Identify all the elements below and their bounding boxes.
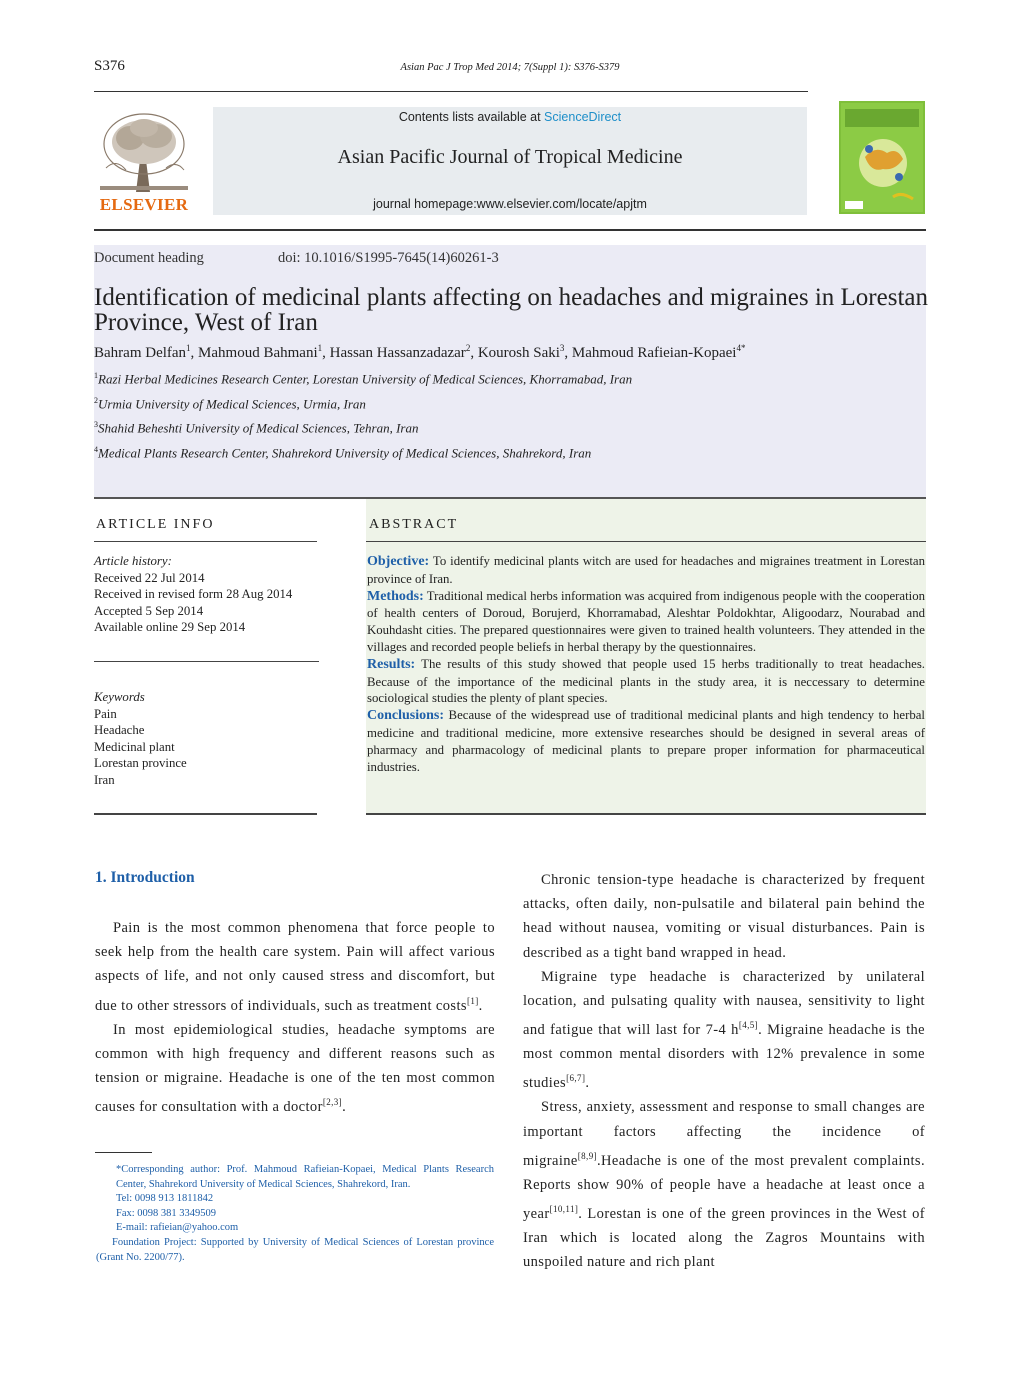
citation[interactable]: [6,7] [566,1073,586,1084]
paragraph-end: . [585,1075,590,1092]
history-label: Article history: [94,554,172,568]
keywords-label: Keywords [94,690,145,704]
paragraph-text: Stress, anxiety, assessment and response to small changes are important factors affecting the incidence of migraine [523,1099,925,1169]
corresponding-author: *Corresponding author: Prof. Mahmoud Rafieian-Kopaei, Medical Plants Research Center, Shahrekord University of Medical Sciences, Shahrekord, Iran. [116,1164,494,1190]
author-sup: 1 [186,343,191,353]
conclusions-label: Conclusions: [367,708,445,724]
affiliation-text: Razi Herbal Medicines Research Center, Lorestan University of Medical Sciences, Khorramabad, Iran [98,371,633,387]
affiliation [94,396,366,412]
author-sup: 2 [465,343,471,353]
body-paragraph: Chronic tension-type headache is characterized by frequent attacks, often daily, non-pulsatile and bilateral pain behind the head without nausea, vomiting or visual disturbances. Pain is described as a tight band wrapped in head. [523,872,925,961]
elsevier-wordmark: ELSEVIER [99,195,189,214]
citation[interactable]: [10,11] [549,1204,579,1215]
article-info-rule [94,541,317,542]
contents-prefix: Contents lists available at [398,110,545,124]
affiliation [94,371,632,387]
masthead-rule [94,229,926,231]
citation[interactable]: [4,5] [738,1020,759,1031]
body-paragraph [523,965,925,1096]
affiliation-sup: 2 [94,396,98,405]
abstract-results [367,656,925,707]
results-text: The results of this study showed that people used 15 herbs traditionally to treat headaches. Because of the importance of the medicinal plants in the study area, it is neccessary to determine sociological studies the plenty of plant species. [367,656,925,706]
document-heading: Document heading [94,250,204,266]
running-head: Asian Pac J Trop Med 2014; 7(Suppl 1): S376-S379 [400,62,620,73]
history-item: Received in revised form 28 Aug 2014 [94,587,293,602]
paragraph-text: Migraine type headache is characterized by unilateral location, and pulsating quality with nausea, sensitivity to light and fatigue that will last for 7-4 h [523,968,925,1039]
affiliation-text: Medical Plants Research Center, Shahrekord University of Medical Sciences, Shahrekord, Iran [98,445,592,461]
keyword: Pain [94,706,117,721]
affiliation-sup: 1 [94,371,98,380]
sciencedirect-link[interactable]: ScienceDirect [544,110,622,124]
author-name: Hassan Hassanzadazar [329,345,466,361]
body-right-column [523,868,925,1275]
author-name: Kourosh Saki [477,345,560,361]
article-info-heading: ARTICLE INFO [96,517,215,532]
abstract-methods [367,588,925,656]
keyword: Iran [94,772,115,787]
header-rule [94,91,808,92]
abstract-bottom-rule [366,813,926,815]
paragraph-end: . [342,1099,347,1116]
page-number: S376 [94,58,125,74]
section-heading-introduction: 1. Introduction [95,869,195,886]
methods-text: Traditional medical herbs information was acquired from indigenous people with the cooperation of health centers of Doroud, Borujerd, Khorramabad, Aleshtar Poldokhtar, Aligoodarz, Nourabad and Kouhdasht cities. The prepared questionnaires were given to trained health volunteers. They attended in the villages and recorded people beliefs in herbal therapy by the questionnaires. [367,588,926,654]
methods-label: Methods: [367,588,424,604]
article-title: Identification of medicinal plants affecting on headaches and migraines in Lorestan Province, West of Iran [94,284,928,336]
author-sup: 4* [736,343,746,353]
affiliation-text: Shahid Beheshti University of Medical Sciences, Tehran, Iran [98,420,419,436]
affiliation-text: Urmia University of Medical Sciences, Urmia, Iran [98,396,366,412]
journal-homepage[interactable]: journal homepage:www.elsevier.com/locate/apjtm [373,197,647,211]
footnote-tel: Tel: 0098 913 1811842 [116,1193,214,1205]
footnote-rule [95,1152,152,1153]
affiliation [94,420,419,436]
doi[interactable]: doi: 10.1016/S1995-7645(14)60261-3 [278,250,499,266]
footnote [96,1163,494,1265]
objective-label: Objective: [367,554,430,569]
article-history [94,553,292,636]
abstract-heading: ABSTRACT [369,517,459,532]
paragraph-text: .Headache is one of the most prevalent complaints. Reports show 90% of people have a headache at least once a year [523,1152,925,1222]
affiliation [94,445,591,461]
history-item: Available online 29 Sep 2014 [94,620,246,635]
affiliation-sup: 4 [94,445,98,454]
body-left-column [95,916,495,1119]
affiliation-sup: 3 [94,420,98,429]
conclusions-text: Because of the widespread use of traditional medicinal plants and high tendency to herbal medicine and traditional medicine, more extensive researches should be designed in several areas of pharmacy and pharmacology of medicinal plants to prepare proper information for pharmaceutical industries. [367,708,925,774]
author-list: Bahram Delfan$^1$, Mahmoud Bahmani$^1$, Hassan Hassanzadazar$^2$, Kourosh Saki$^3$, Mahmoud Rafieian-Kopaei$^{4*}$ [94,343,746,361]
abstract-body [367,553,925,775]
abstract-objective [367,553,925,588]
body-paragraph [95,916,495,1018]
paragraph-end: . [478,997,483,1014]
footnote-email[interactable]: E-mail: rafieian@yahoo.com [116,1222,239,1234]
paragraph-text: In most epidemiological studies, headache symptoms are common with high frequency and different reasons such as tension or migraine. Headache is one of the ten most common causes for consultation with a doctor [95,1021,495,1116]
paragraph-text: Pain is the most common phenomena that force people to seek help from the health care system. Pain will affect various aspects of life, and not only caused stress and discomfort, but due to other stressors of individuals, such as treatment costs [95,920,495,1014]
journal-cover-thumbnail [839,101,925,214]
keyword: Headache [94,723,145,738]
contents-line [213,110,807,124]
objective-text: To identify medicinal plants witch are used for headaches and migraines treatment in Lorestan province of Iran. [367,554,926,586]
abstract-rule [366,541,926,542]
citation[interactable]: [8,9] [577,1150,597,1161]
history-item: Accepted 5 Sep 2014 [94,603,204,618]
abstract-conclusions [367,707,925,775]
author-name: Mahmoud Rafieian-Kopaei [571,345,737,361]
author-name: Bahram Delfan [94,345,187,361]
keywords-block [94,689,187,789]
body-paragraph [95,1018,495,1120]
author-sup: 3 [559,343,565,353]
article-info-rule [94,661,319,662]
author-sup: 1 [317,343,323,353]
citation[interactable]: [2,3] [322,1097,343,1108]
body-paragraph [523,1095,925,1274]
footnote-funding: Foundation Project: Supported by University of Medical Sciences of Lorestan province (Grant No. 2200/77). [96,1236,494,1263]
paragraph-text: . Migraine headache is the most common mental disorders with 12% prevalence in some studies [523,1022,926,1092]
author-name: Mahmoud Bahmani [198,345,318,361]
article-info-bottom-rule [94,813,317,815]
citation[interactable]: [1] [466,995,479,1006]
footnote-fax: Fax: 0098 381 3349509 [116,1207,217,1219]
keyword: Lorestan province [94,756,187,771]
history-item: Received 22 Jul 2014 [94,570,205,585]
journal-title: Asian Pacific Journal of Tropical Medicine [337,146,683,168]
paragraph-text: . Lorestan is one of the green provinces in the West of Iran which is located along the Zagros Mountains with unspoiled nature and rich plant [523,1205,925,1271]
results-label: Results: [367,656,416,672]
keyword: Medicinal plant [94,739,175,754]
